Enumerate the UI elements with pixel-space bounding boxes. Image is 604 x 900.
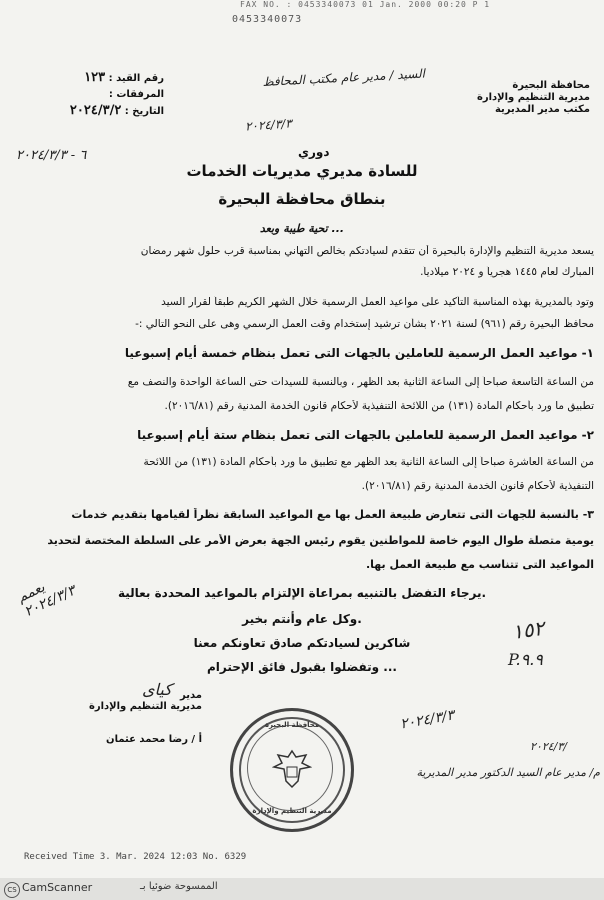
handwritten-number: ١٥٢: [510, 615, 546, 645]
organization-block: [477, 80, 590, 116]
handwritten-routing-note: السيد / مدير عام مكتب المحافظ: [262, 66, 426, 90]
reference-block: [14, 70, 164, 120]
fax-number: 0453340073: [232, 14, 303, 25]
section3-line1: ٣- بالنسبة للجهات التى تتعارض طبيعة العمل بها مع المواعيد السابقة نظراً لقيامها بتقديم خدمات: [71, 508, 594, 521]
date-value: ٢٠٢٤/٣/٢: [69, 103, 122, 118]
handwritten-right-date: ٢٠٢٤/٣/: [530, 740, 567, 753]
camscanner-arabic: الممسوحة ضوئيا بـ: [140, 881, 218, 892]
handwritten-left-date: ٦ - ٢٠٢٤/٣/٣: [16, 148, 87, 163]
signature-name: أ / رضا محمد عثمان: [106, 734, 202, 745]
handwritten-right-note: م/ مدير عام السيد الدكتور مدير المديرية: [416, 766, 600, 779]
section2-line1: من الساعة العاشرة صباحاً إلى الساعة الثانية بعد الظهر مع تطبيق ما ورد بأحكام المادة (١٣١) من اللائحة: [143, 456, 594, 468]
para1-line2: المبارك لعام ١٤٤٥ هجرياً و ٢٠٢٤ ميلادياً.: [420, 266, 594, 278]
ref-row: [14, 70, 164, 87]
org-governorate: محافظة البحيرة: [512, 80, 590, 91]
attach-row: [14, 87, 164, 103]
section2-line2: التنفيذية لأحكام قانون الخدمة المدنية رقم (٢٠١٦/٨١).: [361, 480, 594, 492]
org-office: مكتب مدير المديرية: [494, 104, 590, 115]
para1-line1: يسعد مديرية التنظيم والإدارة بالبحيرة أن تتقدم لسيادتكم بخالص التهاني بمناسبة قرب حلول شهر رمضان: [140, 245, 594, 257]
section1-line1: من الساعة التاسعة صباحاً إلى الساعة الثانية بعد الظهر ، وبالنسبة للسيدات حتى الساعة الواحدة والنصف مع: [127, 376, 594, 388]
section3-line2: يومية متصلة طوال اليوم خاصة للمواطنين يقوم رئيس الجهة بعرض الأمر على السلطة المختصة لتحديد: [47, 534, 594, 547]
stamp-bottom-text: مديرية التنظيم والإدارة: [252, 807, 332, 815]
closing-line3: شاكرين لسيادتكم صادق تعاونكم معنا: [193, 636, 411, 650]
recipients-line2: بنطاق محافظة البحيرة: [218, 190, 386, 208]
attach-label: المرفقات :: [108, 89, 164, 100]
signature-title-2: مديرية التنظيم والإدارة: [88, 701, 202, 712]
official-stamp: [230, 708, 354, 832]
eagle-emblem-icon: [272, 747, 312, 791]
handwritten-initials: كياى: [142, 680, 172, 699]
handwritten-left-note: يعمم ٢٠٢٤/٣/٣: [15, 579, 79, 621]
closing-line1: يرجاء التفضل بالتنبيه بمراعاة الإلتزام بالمواعيد المحددة بعالية.: [117, 586, 487, 600]
stamp-top-text: محافظة البحيرة: [264, 721, 320, 729]
closing-line4: وتفضلوا بقبول فائق الإحترام ...: [207, 660, 397, 674]
para2-line1: وتود بالمديرية بهذه المناسبة التأكيد على مواعيد العمل الرسمية خلال الشهر الكريم طبقاً لقرار السيد: [161, 296, 594, 308]
section3-line3: المواعيد التى تتناسب مع طبيعة العمل بها.: [365, 558, 594, 571]
greeting: تحية طيبة وبعد ...: [259, 222, 345, 235]
closing-line2: وكل عام وأنتم بخير.: [242, 612, 362, 626]
handwritten-sig-date: ٢٠٢٤/٣/٣: [399, 707, 456, 733]
section1-line2: تطبيق ما ورد بأحكام المادة (١٣١) من اللائحة التنفيذية لأحكام قانون الخدمة المدنية رقم (٢٠١٦/٨١).: [164, 400, 594, 412]
date-row: [14, 103, 164, 120]
handwritten-code-right: P.٩.٩: [508, 650, 543, 669]
signature-title-1: مدير: [180, 690, 202, 701]
circular-label: دوري: [298, 145, 330, 159]
fax-received-time: Received Time 3. Mar. 2024 12:03 No. 6329: [24, 852, 247, 862]
section2-title: ٢- مواعيد العمل الرسمية للعاملين بالجهات التى تعمل بنظام ستة أيام إسبوعيا: [137, 428, 594, 442]
org-directorate: مديرية التنظيم والإدارة: [476, 92, 590, 103]
para2-line2: محافظ البحيرة رقم (٩٦١) لسنة ٢٠٢١ بشأن ترشيد إستخدام وقت العمل الرسمي وهى على النحو التالي :-: [135, 318, 594, 330]
ref-value: ١٢٣: [84, 70, 106, 85]
camscanner-name: CamScanner: [22, 881, 93, 894]
handwritten-code: ٢٠٢٤/٣/٣: [244, 116, 293, 134]
section1-title: ١- مواعيد العمل الرسمية للعاملين بالجهات التى تعمل بنظام خمسة أيام إسبوعيا: [124, 346, 594, 360]
ref-label: رقم القيد :: [108, 73, 164, 84]
camscanner-logo-icon: CS: [4, 882, 20, 898]
fax-header-line: FAX NO. : 0453340073 01 Jan. 2000 00:20 P 1: [240, 0, 491, 9]
recipients-line1: للسادة مديري مديريات الخدمات: [186, 162, 418, 180]
date-label: التاريخ :: [124, 106, 164, 117]
